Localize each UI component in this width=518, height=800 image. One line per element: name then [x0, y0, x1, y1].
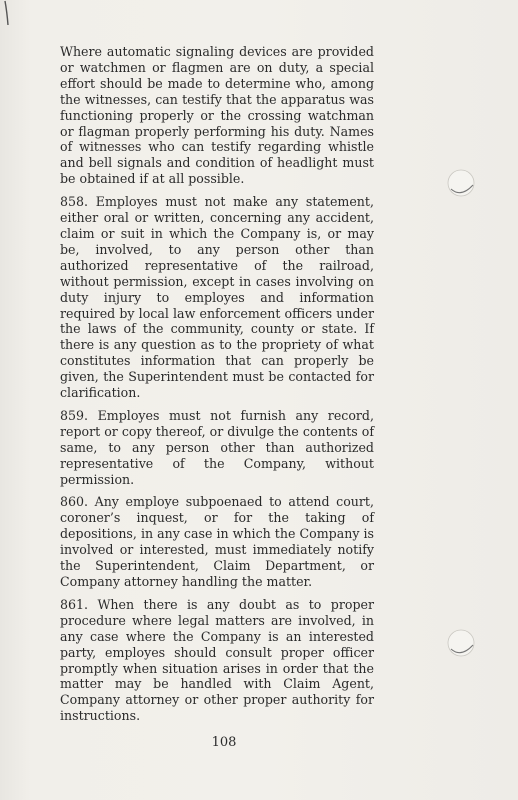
paragraph-intro: Where automatic signaling devices are provided or watchmen or flagmen are on duty, a special effort should be made to determine who, among the witnesses, can testify that the apparatus was functioning properly or the crossing watchman or flagman properly performing his duty. Names of witnesses who can testify regarding whistle and bell signals and condition of headlight must be obtained if at all possible. [60, 44, 374, 187]
paragraph-rule-858: 858. Employes must not make any statement, either oral or written, concerning any accident, claim or suit in which the Company is, or may be, involved, to any person other than authorized representative of the railroad, without permission, except in cases involving on duty injury to employes and information required by local law enforcement officers under the laws of the community, county or state. If there is any question as to the propriety of what constitutes information that can properly be given, the Superintendent must be contacted for clarification. [60, 194, 374, 401]
binder-hole-icon [446, 168, 476, 198]
page-number: 108 [211, 735, 237, 750]
corner-tick-mark [3, 0, 13, 26]
paragraph-rule-860: 860. Any employe subpoenaed to attend court, coroner’s inquest, or for the taking of depositions, in any case in which the Company is involved or interested, must immediately notify the Superintendent, Claim Department, or Company attorney handling the matter. [60, 494, 374, 589]
paragraph-rule-859: 859. Employes must not furnish any record, report or copy thereof, or divulge the contents of same, to any person other than authorized representative of the Company, without permission. [60, 407, 374, 487]
paragraph-rule-861: 861. When there is any doubt as to proper procedure where legal matters are involved, in any case where the Company is an interested party, employes should consult proper officer promptly when situation arises in order that the matter may be handled with Claim Agent, Company attorney or other proper authority for instructions. [60, 596, 374, 724]
text-body [60, 44, 374, 731]
binder-hole-icon [446, 628, 476, 658]
